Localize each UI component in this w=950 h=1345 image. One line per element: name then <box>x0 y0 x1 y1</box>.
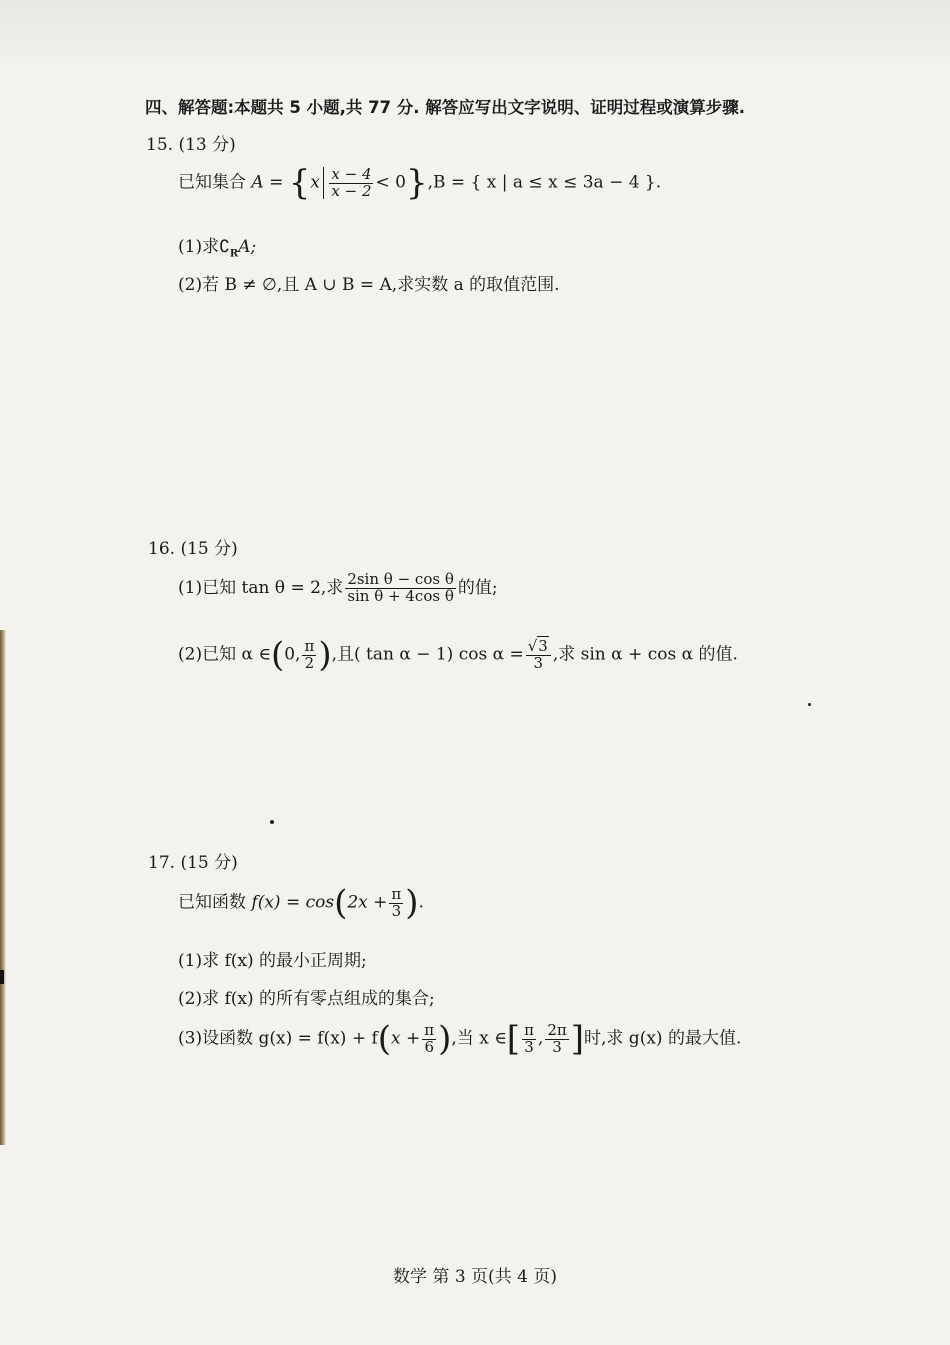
q15-frac-den: x − 2 <box>331 181 372 200</box>
q16-part2-suffix: ,求 sin α + cos α 的值. <box>552 644 738 665</box>
q16-sqrt: √3 <box>527 636 548 655</box>
q17-fx: f(x) = cos <box>251 892 335 913</box>
q15-cmp: < 0 <box>375 172 406 193</box>
q16-pi-num: π <box>304 636 315 655</box>
section-header: 四、解答题:本题共 5 小题,共 77 分. 解答应写出文字说明、证明过程或演算步骤. <box>145 98 746 117</box>
q15-var-x: x <box>310 172 320 193</box>
q16-part1 <box>178 572 498 605</box>
q15-right-brace: } <box>405 163 428 203</box>
q16-part2-mid: ,且( tan α − 1) cos α = <box>331 644 524 665</box>
q16-part2 <box>178 635 738 675</box>
scan-speck <box>270 820 274 824</box>
scan-speck <box>808 703 811 706</box>
q17-pi-third <box>389 884 403 920</box>
q16-sqrt-num <box>526 636 551 656</box>
q16-part1-prefix: (1)已知 tan θ = 2,求 <box>178 577 344 598</box>
q15-frac-num: x − 4 <box>331 164 372 183</box>
edge-mark <box>0 970 4 984</box>
q15-given-prefix: 已知集合 <box>178 172 246 193</box>
q15-left-brace: { <box>288 163 311 203</box>
q16-pi-den: 2 <box>304 653 315 672</box>
q16-part1-den: sin θ + 4cos θ <box>347 586 454 605</box>
page-edge-shadow <box>0 630 6 1145</box>
q15-part1-prefix: (1)求 <box>178 237 220 257</box>
q16-part1-suffix: 的值; <box>457 577 498 598</box>
q17-given-suffix: . <box>418 892 424 913</box>
q17-part3-pi-den: 6 <box>424 1037 434 1056</box>
q17-int-b-den: 3 <box>552 1037 562 1056</box>
q16-close-paren: ) <box>318 635 332 675</box>
q17-part3: (3)设函数 g(x) = f(x) + f(x + $\frac{\pi}{6}$ ),当 x ∈[ $\frac{\pi}{3}$ , $\frac{2\pi}{3}$ ]时,求 g(x) 的最大值. <box>178 1019 742 1059</box>
q17-part3-suffix: 时,求 g(x) 的最大值. <box>584 1028 742 1049</box>
q15-part1-suffix: A; <box>238 237 257 257</box>
q17-int-a-num: π <box>524 1020 534 1039</box>
q15-given <box>178 163 662 203</box>
q15-set-a-name: A = <box>251 172 284 193</box>
page-footer: 数学 第 3 页(共 4 页) <box>393 1267 557 1287</box>
q16-sqrt-radicand: 3 <box>538 636 548 655</box>
q15-complement-symbol: ∁ <box>219 237 230 257</box>
q15-part2: (2)若 B ≠ ∅,且 A ∪ B = A,求实数 a 的取值范围. <box>178 275 560 295</box>
q16-pi-half <box>302 636 316 672</box>
q17-part1: (1)求 f(x) 的最小正周期; <box>178 951 367 971</box>
q15-complement-sub: R <box>229 248 239 260</box>
q17-given-prefix: 已知函数 <box>178 892 246 913</box>
q16-part1-num: 2sin θ − cos θ <box>347 570 454 588</box>
q17-int-close-bracket: ] <box>570 1019 584 1059</box>
q17-part3-pi-num: π <box>424 1020 435 1039</box>
q17-arg: 2x + <box>347 892 388 913</box>
scan-shadow <box>0 0 950 70</box>
q15-fraction <box>329 164 373 200</box>
q17-pi-num: π <box>391 884 402 903</box>
q15-set-bar <box>323 167 324 199</box>
q17-part3-close-paren: ) <box>438 1019 452 1059</box>
q17-int-a-den: 3 <box>524 1037 534 1056</box>
q15-set-b: ,B = { x | a ≤ x ≤ 3a − 4 }. <box>427 172 662 193</box>
q17-int-a <box>522 1020 536 1056</box>
q15-number: 15. (13 分) <box>146 135 236 155</box>
q16-interval-left: 0, <box>284 644 301 665</box>
q17-int-open-bracket: [ <box>506 1019 521 1059</box>
q17-part3-pi-sixth <box>422 1020 436 1056</box>
q17-pi-den: 3 <box>391 901 402 920</box>
q17-part3-prefix: (3)设函数 g(x) = f(x) + f <box>178 1028 378 1049</box>
q17-number: 17. (15 分) <box>148 853 238 873</box>
q16-part1-fraction <box>345 572 456 605</box>
q17-part3-open-paren: ( <box>377 1019 392 1059</box>
q15-part1 <box>178 232 256 259</box>
q17-part3-mid: ,当 x ∈ <box>451 1028 507 1049</box>
q17-part3-arg: x + <box>391 1028 421 1049</box>
q17-int-b-num: 2π <box>547 1020 567 1039</box>
q16-number: 16. (15 分) <box>148 539 238 559</box>
q17-part2: (2)求 f(x) 的所有零点组成的集合; <box>178 989 435 1009</box>
q16-sqrt-den: 3 <box>533 653 544 672</box>
q17-open-paren: ( <box>334 883 348 923</box>
q16-part2-prefix: (2)已知 α ∈ <box>178 644 271 665</box>
q17-given <box>178 883 424 923</box>
q17-close-paren: ) <box>405 883 419 923</box>
q16-sqrt-frac <box>526 636 551 672</box>
q17-int-b <box>545 1020 568 1056</box>
q16-open-paren: ( <box>270 635 285 675</box>
